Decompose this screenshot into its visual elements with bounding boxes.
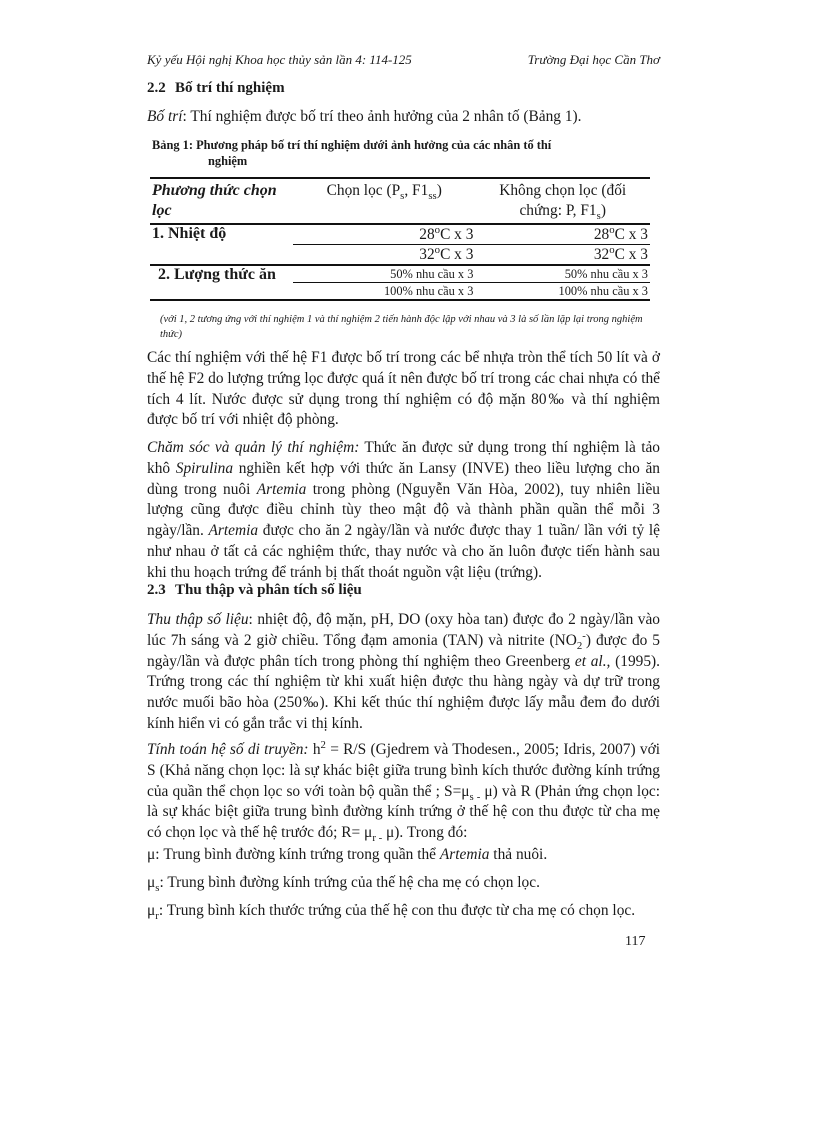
- cell-control-100: 100% nhu cầu x 3: [475, 283, 650, 301]
- table-note: (với 1, 2 tương ứng với thí nghiệm 1 và thí nghiệm 2 tiến hành độc lập với nhau và 3 là số lần lặp lại trong nghiệm thức): [160, 314, 643, 340]
- paragraph-data-collection: Thu thập số liệu: nhiệt độ, độ mặn, pH, DO (oxy hòa tan) được đo 2 ngày/lần vào lúc 7h sáng và 2 giờ chiều. Tổng đạm amonia (TAN) và nitrite $(NO_2^-)$ được đo 5 ngày/lần và được phân tích trong phòng thí nghiệm theo Greenberg et al., (1995). Trứng trong các thí nghiệm từ khi xuất hiện được thu hàng ngày và dự trữ trong nước muối bão hòa (250‰). Khi kết thúc thí nghiệm được lấy mẫu đem đo dưới kính hiển vi có gắn trắc vi thị kính.: [147, 611, 661, 732]
- row-feed-label: 2. Lượng thức ăn: [150, 265, 293, 300]
- header-selected: Chọn lọc ($P_s$, $F1_{ss}$): [293, 178, 475, 224]
- table-row: [150, 265, 650, 283]
- cell-selected-50: 50% nhu cầu x 3: [293, 265, 475, 283]
- definition-mu-r: $\mu_r$: Trung bình kích thước trứng của thế hệ con thu được từ cha mẹ có chọn lọc.: [147, 902, 636, 923]
- running-header: [147, 52, 660, 68]
- section-heading-2-3: [147, 582, 362, 599]
- definition-mu-s: $\mu_s$: Trung bình đường kính trứng của thế hệ cha mẹ có chọn lọc.: [147, 874, 540, 895]
- bo-tri-paragraph: [147, 107, 660, 128]
- cell-control-32c: 32$^o$C x 3: [475, 245, 650, 266]
- header-left: Kỷ yếu Hội nghị Khoa học thủy sản lần 4: 114-125: [147, 52, 412, 67]
- table-caption: [152, 137, 657, 169]
- paragraph-heritability: Tính toán hệ số di truyền: $h^2 = R/S$ (Gjedrem và Thodesen., 2005; Idris, 2007) với S (Khả năng chọn lọc: là sự khác biệt giữa trung bình kích thước đường kính trứng của quần thể chọn lọc so với toàn bộ quần thể ; $S=\mu_{s -}$ μ) và R (Phản ứng chọn lọc: là sự khác biệt giữa trung bình đường kính trứng ở thế hệ con thu được từ cha mẹ có chọn lọc và thế hệ trước đó; $R= \mu_{r -}$ μ). Trong đó:: [147, 738, 660, 845]
- cell-control-28c: 28$^o$C x 3: [475, 224, 650, 245]
- section-number: 2.2: [147, 80, 166, 96]
- cell-selected-28c: 28$^o$C x 3: [293, 224, 475, 245]
- header-method: Phương thức chọn lọc: [150, 178, 293, 224]
- bo-tri-text: : Thí nghiệm được bố trí theo ảnh hưởng của 2 nhân tố (Bảng 1).: [182, 108, 582, 125]
- bo-tri-label: Bố trí: [147, 108, 183, 125]
- definition-mu: μ: Trung bình đường kính trứng trong quần thể Artemia thả nuôi.: [147, 846, 548, 863]
- cell-selected-100: 100% nhu cầu x 3: [293, 283, 475, 301]
- section-heading-2-2: [147, 80, 285, 97]
- paragraph-setup: Các thí nghiệm với thế hệ F1 được bố trí trong các bể nhựa tròn thể tích 50 lít và ở thế hệ F2 do lượng trứng lọc được quá ít nên được bố trí trong các chai nhựa có thể tích 4 lít. Nước được sử dụng trong thí nghiệm có độ mặn 80‰ và thí nghiệm được bố trí với nhiệt độ phòng.: [147, 349, 660, 429]
- header-right: Trường Đại học Cần Thơ: [527, 52, 660, 67]
- table-row: [150, 224, 650, 245]
- table-header-row: [150, 178, 650, 224]
- section-title: Thu thập và phân tích số liệu: [175, 582, 362, 598]
- section-number: 2.3: [147, 582, 166, 598]
- row-temperature-label: 1. Nhiệt độ: [150, 224, 293, 265]
- header-control: Không chọn lọc (đối chứng: P, $F1_s$): [475, 178, 650, 224]
- cell-selected-32c: 32$^o$C x 3: [293, 245, 475, 266]
- page-number: 117: [625, 934, 646, 949]
- section-title: Bố trí thí nghiệm: [175, 80, 285, 96]
- paragraph-care: Chăm sóc và quản lý thí nghiệm: Thức ăn được sử dụng trong thí nghiệm là tảo khô Spirulina nghiền kết hợp với thức ăn Lansy (INVE) theo liều lượng cho ăn dùng trong nuôi Artemia trong phòng (Nguyễn Văn Hòa, 2002), tuy nhiên liều lượng cũng được điều chỉnh tùy theo mật độ và thành phần quần thể mỗi 3 ngày/lần. Artemia được cho ăn 2 ngày/lần và nước được thay 1 tuần/ lần với tỷ lệ như nhau ở tất cả các nghiệm thức, thay nước và cho ăn luôn được tiến hành sau khi thu hoạch trứng để tránh bị thất thoát nguồn vật liệu (trứng).: [147, 439, 661, 581]
- cell-control-50: 50% nhu cầu x 3: [475, 265, 650, 283]
- experiment-design-table: [150, 177, 650, 301]
- caption-line-1: Bảng 1: Phương pháp bố trí thí nghiệm dưới ảnh hưởng của các nhân tố thí: [152, 138, 552, 152]
- caption-line-2: nghiệm: [208, 154, 248, 168]
